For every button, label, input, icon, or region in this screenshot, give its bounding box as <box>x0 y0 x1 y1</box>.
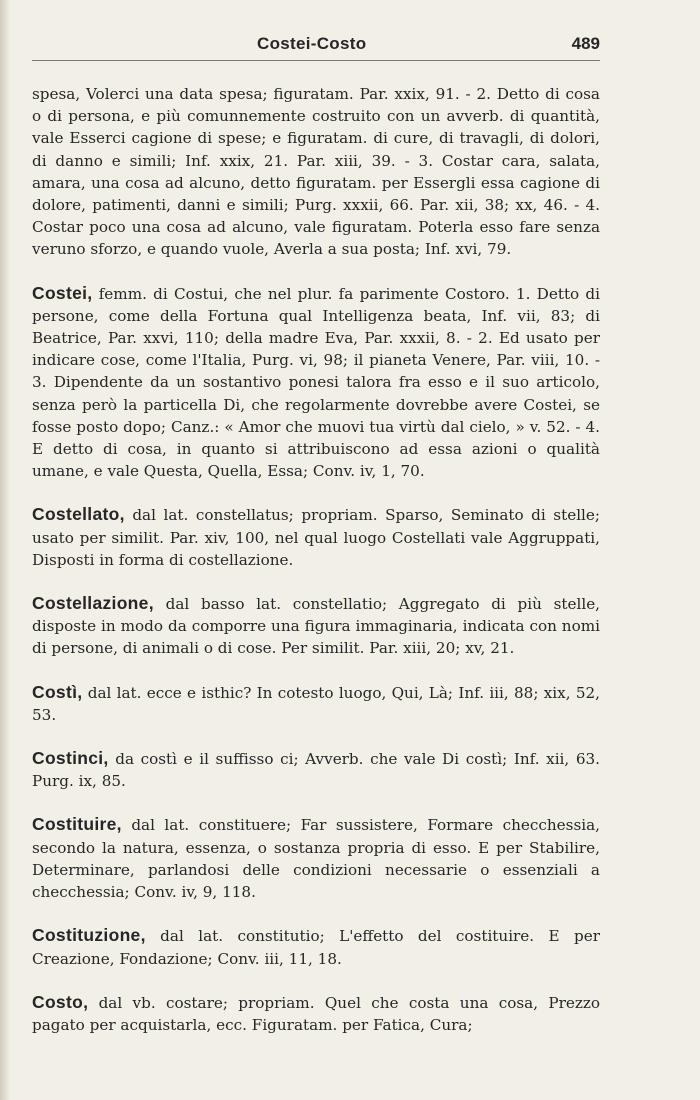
entry-text: dal lat. constitutio; L'effetto del costituire. E per Creazione, Fondazione; Conv. iii, 11, 18. <box>32 927 600 968</box>
entry-text: dal lat. constituere; Far sussistere, Formare checchessia, secondo la natura, essenza, o sostanza propria di esso. E per Stabilire, Determinare, parlandosi delle condizioni necessarie o essenziali a checchessia; Conv. iv, 9, 118. <box>32 816 600 902</box>
page-number: 489 <box>571 34 600 53</box>
running-header <box>32 32 600 61</box>
header-title: Costei-Costo <box>257 34 367 53</box>
entry-text: femm. di Costui, che nel plur. fa parimente Costoro. 1. Detto di persone, come della Fortuna qual Intelligenza beata, Inf. vii, 83; di Beatrice, Par. xxvi, 110; della madre Eva, Par. xxxii, 8. - 2. Ed usato per indicare cose, come l'Italia, Purg. vi, 98; il pianeta Venere, Par. viii, 10. - 3. Dipendente da un sostantivo ponesi talora fra esso e il suo articolo, senza però la particella Di, che regolarmente dovrebbe avere Costei, se fosse posto dopo; Canz.: « Amor che muovi tua virtù dal cielo, » v. 52. - 4. E detto di cosa, in quanto si attribuiscono ad essa azioni o qualità umane, e vale Questa, Quella, Essa; Conv. iv, 1, 70. <box>32 284 601 481</box>
headword: Costellato, <box>32 504 125 525</box>
entry-text: da costì e il suffisso ci; Avverb. che vale Di costì; Inf. xii, 63. Purg. ix, 85. <box>32 750 600 791</box>
entry-costinci <box>32 747 600 792</box>
entry-text: dal lat. ecce e isthic? In cotesto luogo, Qui, Là; Inf. iii, 88; xix, 52, 53. <box>32 683 601 724</box>
headword: Costellazione, <box>32 593 154 614</box>
entry-text: dal basso lat. constellatio; Aggregato di più stelle, disposte in modo da comporre una figura immaginaria, indicata con nomi di persone, di animali o di cose. Per similit. Par. xiii, 20; xv, 21. <box>32 595 601 658</box>
entry-text: dal lat. constellatus; propriam. Sparso, Seminato di stelle; usato per similit. Par. xiv, 100, nel qual luogo Costellati vale Aggruppati, Disposti in forma di costellazione. <box>32 506 601 569</box>
headword: Costituzione, <box>32 925 146 946</box>
headword: Costituire, <box>32 814 122 835</box>
page-spine-shadow <box>0 0 10 1100</box>
continuation-paragraph: spesa, Volerci una data spesa; figuratam. Par. xxix, 91. - 2. Detto di cosa o di persona, e più comunnemente costruito con un avverb. di quantità, vale Esserci cagione di spese; e figuratam. di cure, di travagli, di dolori, di danno e simili; Inf. xxix, 21. Par. xiii, 39. - 3. Costar cara, salata, amara, una cosa ad alcuno, detto figuratam. per Essergli essa cagione di dolore, patimenti, danni e simili; Purg. xxxii, 66. Par. xii, 38; xx, 46. - 4. Costar poco una cosa ad alcuno, vale figuratam. Poterla esso fare senza veruno sforzo, e quando vuole, Averla a sua posta; Inf. xvi, 79. <box>32 85 600 259</box>
headword: Costinci, <box>32 748 109 769</box>
headword: Costei, <box>32 282 93 303</box>
entry-costellato <box>32 503 600 571</box>
entry-text: dal vb. costare; propriam. Quel che costa una cosa, Prezzo pagato per acquistarla, ecc. Figuratam. per Fatica, Cura; <box>32 993 600 1034</box>
entry-costituzione <box>32 924 600 969</box>
page-body <box>32 83 600 1036</box>
entry-costellazione <box>32 592 600 660</box>
entry-costei <box>32 282 600 483</box>
entry-costituire <box>32 813 600 903</box>
headword: Costo, <box>32 991 89 1012</box>
entry-costo <box>32 991 600 1036</box>
headword: Costì, <box>32 681 83 702</box>
entry-costi <box>32 681 600 726</box>
